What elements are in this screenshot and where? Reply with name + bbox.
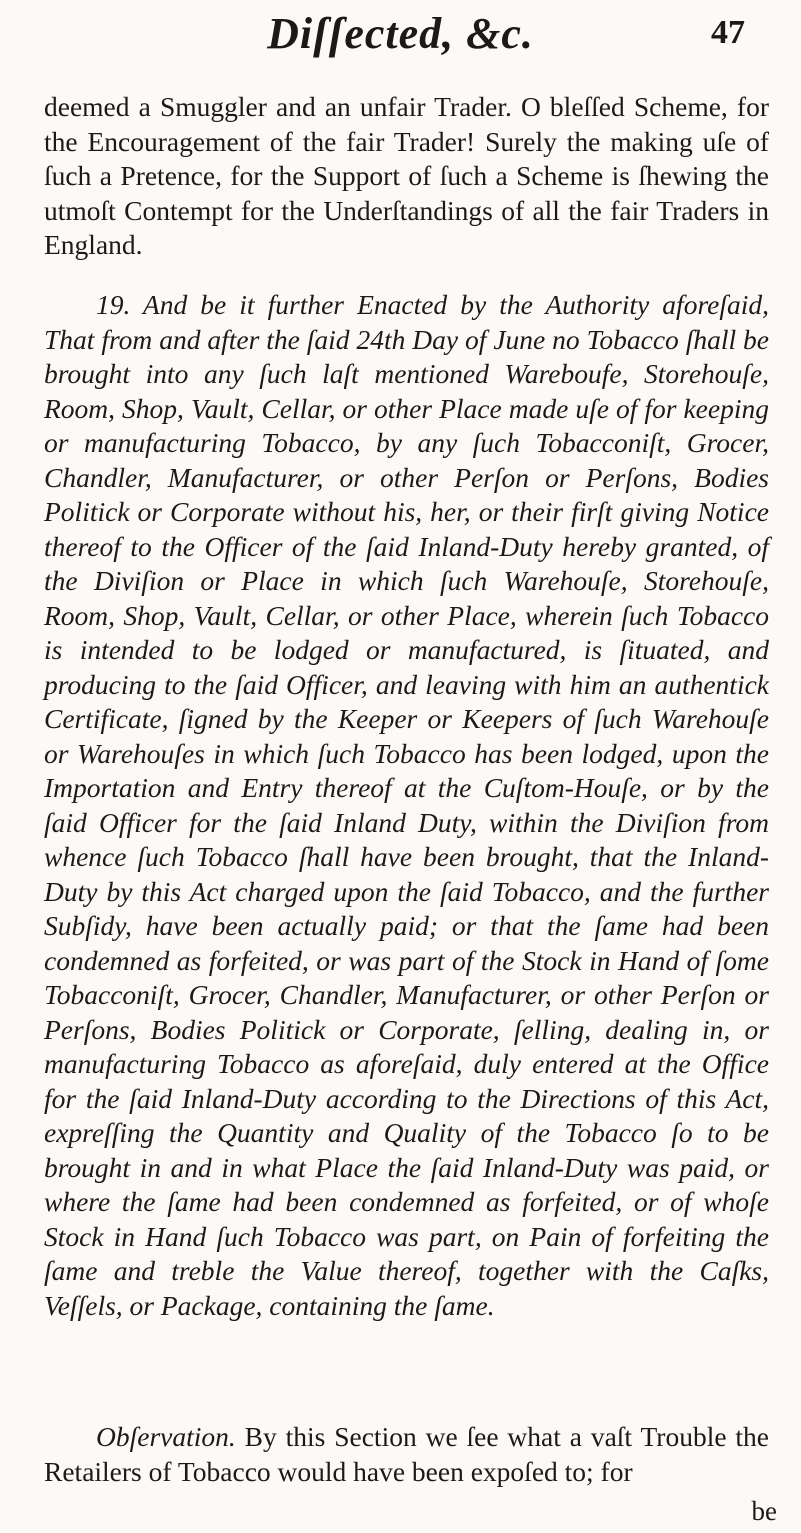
observation-label: Obſervation. <box>96 1421 236 1452</box>
running-head: Diſſected, &c. <box>267 9 534 58</box>
paragraph-1: deemed a Smuggler and an unfair Trader. O bleſſed Scheme, for the Encouragement of the fair Trader! Surely the making uſe of ſuch a Pretence, for the Support of ſuch a Scheme is ſhewing the utmoſt Contempt for the Underſtandings of all the fair Traders in England. <box>44 91 769 260</box>
paragraph-2-section-19: 19. And be it further Enacted by the Authority aforeſaid, That from and after the ſaid 24th Day of June no Tobacco ſhall be brought into any ſuch laſt mentioned Wareboufe, Storehouſe, Room, Shop, Vault, Cellar, or other Place made uſe of for keeping or manufacturing Tobacco, by any ſuch Tobacconiſt, Grocer, Chandler, Manufacturer, or other Perſon or Perſons, Bodies Politick or Corporate without his, her, or their firſt giving Notice thereof to the Officer of the ſaid Inland-Duty hereby granted, of the Diviſion or Place in which ſuch Warehouſe, Storehouſe, Room, Shop, Vault, Cellar, or other Place, wherein ſuch Tobacco is intended to be lodged or manufactured, is ſituated, and producing to the ſaid Officer, and leaving with him an authentick Certificate, ſigned by the Keeper or Keepers of ſuch Warehouſe or Warehouſes in which ſuch Tobacco has been lodged, upon the Importation and Entry thereof at the Cuſtom-Houſe, or by the ſaid Officer for the ſaid Inland Duty, within the Diviſion from whence ſuch Tobacco ſhall have been brought, that the Inland-Duty by this Act charged upon the ſaid Tobacco, and the further Subſidy, have been actually paid; or that the ſame had been condemned as forfeited, or was part of the Stock in Hand of ſome Tobacconiſt, Grocer, Chandler, Manufacturer, or other Perſon or Perſons, Bodies Politick or Corporate, ſelling, dealing in, or manufacturing Tobacco as aforeſaid, duly entered at the Office for the ſaid Inland-Duty according to the Directions of this Act, expreſſing the Quantity and Quality of the Tobacco ſo to be brought in and in what Place the ſaid Inland-Duty was paid, or where the ſame had been condemned as forfeited, or of whoſe Stock in Hand ſuch Tobacco was part, on Pain of forfeiting the ſame and treble the Value thereof, together with the Caſks, Veſſels, or Package, containing the ſame. <box>44 289 769 1321</box>
observation-text: By this Section we ſee what a vaſt Trouble the Retailers of Tobacco would have been expoſed to; for <box>44 1421 770 1487</box>
catchword: be <box>751 1496 777 1526</box>
page-number: 47 <box>711 14 745 51</box>
paragraph-3-observation <box>44 1420 769 1489</box>
